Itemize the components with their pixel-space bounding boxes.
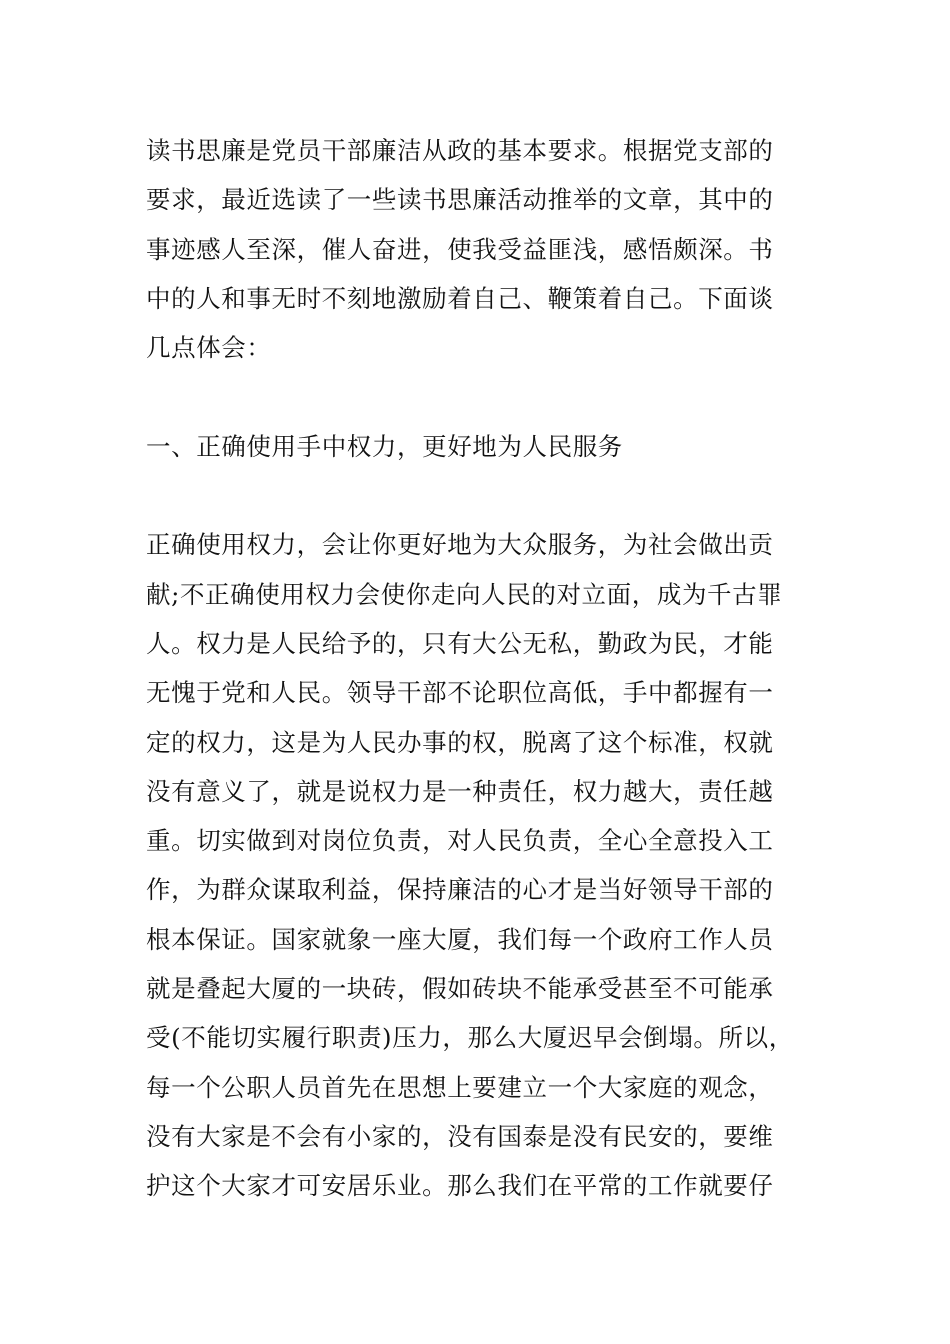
text-line: 根本保证。国家就象一座大厦，我们每一个政府工作人员 [146,924,774,954]
text-line: 人。权力是人民给予的，只有大公无私，勤政为民，才能 [146,628,774,658]
text-line: 事迹感人至深，催人奋进，使我受益匪浅，感悟颇深。书 [146,234,774,264]
text-line: 定的权力，这是为人民办事的权，脱离了这个标准，权就 [146,727,774,757]
text-line: 中的人和事无时不刻地激励着自己、鞭策着自己。下面谈 [146,283,774,313]
text-line: 护这个大家才可安居乐业。那么我们在平常的工作就要仔 [146,1171,774,1201]
text-line: 作，为群众谋取利益，保持廉洁的心才是当好领导干部的 [146,875,774,905]
paragraph-spacer [146,372,826,421]
text-line: 要求，最近选读了一些读书思廉活动推举的文章，其中的 [146,185,774,215]
text-line: 重。切实做到对岗位负责，对人民负责，全心全意投入工 [146,826,774,856]
text-line: 正确使用权力，会让你更好地为大众服务，为社会做出贡 [146,530,774,560]
text-line: 就是叠起大厦的一块砖，假如砖块不能承受甚至不可能承 [146,974,774,1004]
text-line: 没有意义了，就是说权力是一种责任，权力越大，责任越 [146,776,774,806]
body-paragraph [146,520,826,1210]
text-line: 读书思廉是党员干部廉洁从政的基本要求。根据党支部的 [146,136,774,165]
section-heading [146,422,826,471]
heading-text: 一、正确使用手中权力，更好地为人民服务 [146,431,623,461]
text-line: 无愧于党和人民。领导干部不论职位高低，手中都握有一 [146,678,774,708]
text-line: 每一个公职人员首先在思想上要建立一个大家庭的观念， [146,1072,774,1102]
paragraph-spacer [146,471,826,520]
text-line: 没有大家是不会有小家的，没有国泰是没有民安的，要维 [146,1121,774,1151]
document-page [146,126,826,1211]
intro-paragraph [146,126,826,372]
text-line: 献;不正确使用权力会使你走向人民的对立面，成为千古罪 [146,579,783,609]
text-line: 几点体会： [146,333,272,363]
text-line: 受(不能切实履行职责)压力，那么大厦迟早会倒塌。所以， [146,1023,794,1053]
